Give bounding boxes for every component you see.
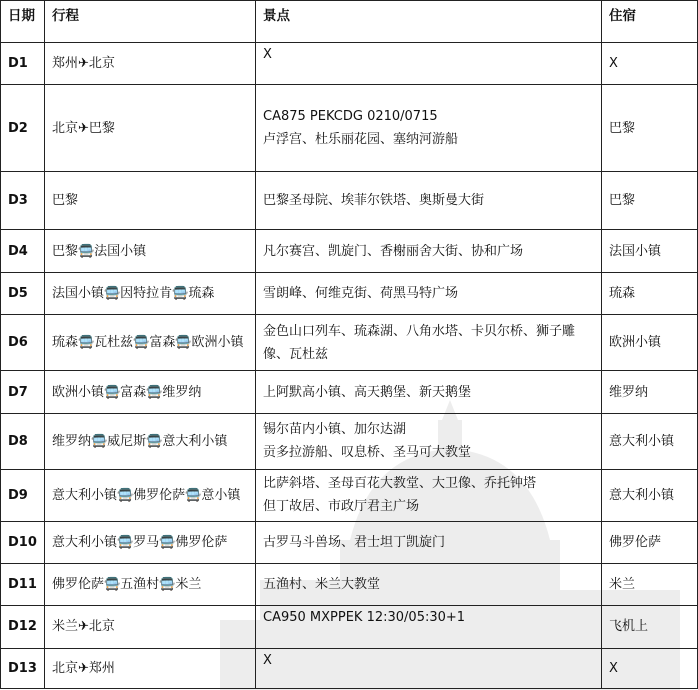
stay-cell: 维罗纳 xyxy=(602,371,698,413)
sights-cell xyxy=(256,521,602,563)
route-cell: 郑州✈北京 xyxy=(45,43,256,85)
day-cell: D2 xyxy=(1,85,45,172)
day-cell: D7 xyxy=(1,371,45,413)
header-day: 日期 xyxy=(1,1,45,43)
sight-line: 金色山口列车、琉森湖、八角水塔、卡贝尔桥、狮子雕像、瓦杜兹 xyxy=(263,323,576,362)
stay-cell: 飞机上 xyxy=(602,606,698,648)
sight-line: 卢浮宫、杜乐丽花园、塞纳河游船 xyxy=(263,132,459,148)
sight-line: 雪朗峰、何维克街、荷黑马特广场 xyxy=(263,285,459,301)
day-cell: D10 xyxy=(1,521,45,563)
stay-cell: 琉森 xyxy=(602,272,698,314)
day-cell: D8 xyxy=(1,413,45,469)
sights-cell xyxy=(256,272,602,314)
header-route: 行程 xyxy=(45,1,256,43)
header-row xyxy=(1,1,698,43)
route-cell: 琉森🚍瓦杜兹🚍富森🚍欧洲小镇 xyxy=(45,315,256,371)
stay-cell: X xyxy=(602,648,698,688)
itinerary-row xyxy=(1,521,698,563)
itinerary-row xyxy=(1,371,698,413)
route-cell: 维罗纳🚍威尼斯🚍意大利小镇 xyxy=(45,413,256,469)
stay-cell: 法国小镇 xyxy=(602,230,698,272)
sight-line: 古罗马斗兽场、君士坦丁凯旋门 xyxy=(263,534,446,550)
day-cell: D5 xyxy=(1,272,45,314)
header-sights: 景点 xyxy=(256,1,602,43)
sights-cell xyxy=(256,606,602,648)
sights-cell xyxy=(256,85,602,172)
itinerary-row xyxy=(1,43,698,85)
day-cell: D6 xyxy=(1,315,45,371)
sight-line: 巴黎圣母院、埃菲尔铁塔、奥斯曼大街 xyxy=(263,193,485,209)
stay-cell: 巴黎 xyxy=(602,85,698,172)
sight-line: 上阿默高小镇、高天鹅堡、新天鹅堡 xyxy=(263,384,472,400)
sights-cell xyxy=(256,315,602,371)
sight-line: X xyxy=(263,652,272,668)
itinerary-row xyxy=(1,85,698,172)
itinerary-row xyxy=(1,413,698,469)
day-cell: D13 xyxy=(1,648,45,688)
route-cell: 北京✈巴黎 xyxy=(45,85,256,172)
stay-cell: 意大利小镇 xyxy=(602,470,698,521)
sight-line: 凡尔赛宫、凯旋门、香榭丽舍大街、协和广场 xyxy=(263,243,524,259)
sight-line: 五渔村、米兰大教堂 xyxy=(263,577,381,593)
stay-cell: 佛罗伦萨 xyxy=(602,521,698,563)
itinerary-row xyxy=(1,563,698,605)
day-cell: D9 xyxy=(1,470,45,521)
sight-line: 贡多拉游船、叹息桥、圣马可大教堂 xyxy=(263,445,472,461)
route-cell: 欧洲小镇🚍富森🚍维罗纳 xyxy=(45,371,256,413)
itinerary-row xyxy=(1,470,698,521)
sight-line: 锡尔苗内小镇、加尔达湖 xyxy=(263,422,407,438)
route-cell: 巴黎 xyxy=(45,171,256,229)
route-cell: 佛罗伦萨🚍五渔村🚍米兰 xyxy=(45,563,256,605)
route-cell: 巴黎🚍法国小镇 xyxy=(45,230,256,272)
route-cell: 北京✈郑州 xyxy=(45,648,256,688)
sights-cell xyxy=(256,470,602,521)
stay-cell: 意大利小镇 xyxy=(602,413,698,469)
route-cell: 法国小镇🚍因特拉肯🚍琉森 xyxy=(45,272,256,314)
sight-line: CA950 MXPPEK 12:30/05:30+1 xyxy=(263,610,466,626)
itinerary-row xyxy=(1,648,698,688)
sights-cell xyxy=(256,371,602,413)
sights-cell xyxy=(256,563,602,605)
sight-line: X xyxy=(263,47,272,62)
day-cell: D12 xyxy=(1,606,45,648)
route-cell: 米兰✈北京 xyxy=(45,606,256,648)
day-cell: D1 xyxy=(1,43,45,85)
sight-line: 比萨斜塔、圣母百花大教堂、大卫像、乔托钟塔 xyxy=(263,476,537,492)
stay-cell: 欧洲小镇 xyxy=(602,315,698,371)
itinerary-row xyxy=(1,230,698,272)
sight-line: CA875 PEKCDG 0210/0715 xyxy=(263,109,438,125)
itinerary-row xyxy=(1,272,698,314)
sights-cell xyxy=(256,43,602,85)
day-cell: D3 xyxy=(1,171,45,229)
itinerary-row xyxy=(1,171,698,229)
itinerary-row xyxy=(1,606,698,648)
day-cell: D4 xyxy=(1,230,45,272)
route-cell: 意大利小镇🚍罗马🚍佛罗伦萨 xyxy=(45,521,256,563)
route-cell: 意大利小镇🚍佛罗伦萨🚍意小镇 xyxy=(45,470,256,521)
day-cell: D11 xyxy=(1,563,45,605)
stay-cell: X xyxy=(602,43,698,85)
sights-cell xyxy=(256,171,602,229)
stay-cell: 米兰 xyxy=(602,563,698,605)
header-stay: 住宿 xyxy=(602,1,698,43)
itinerary-row xyxy=(1,315,698,371)
sights-cell xyxy=(256,648,602,688)
sight-line: 但丁故居、市政厅君主广场 xyxy=(263,499,420,515)
stay-cell: 巴黎 xyxy=(602,171,698,229)
sights-cell xyxy=(256,413,602,469)
sights-cell xyxy=(256,230,602,272)
